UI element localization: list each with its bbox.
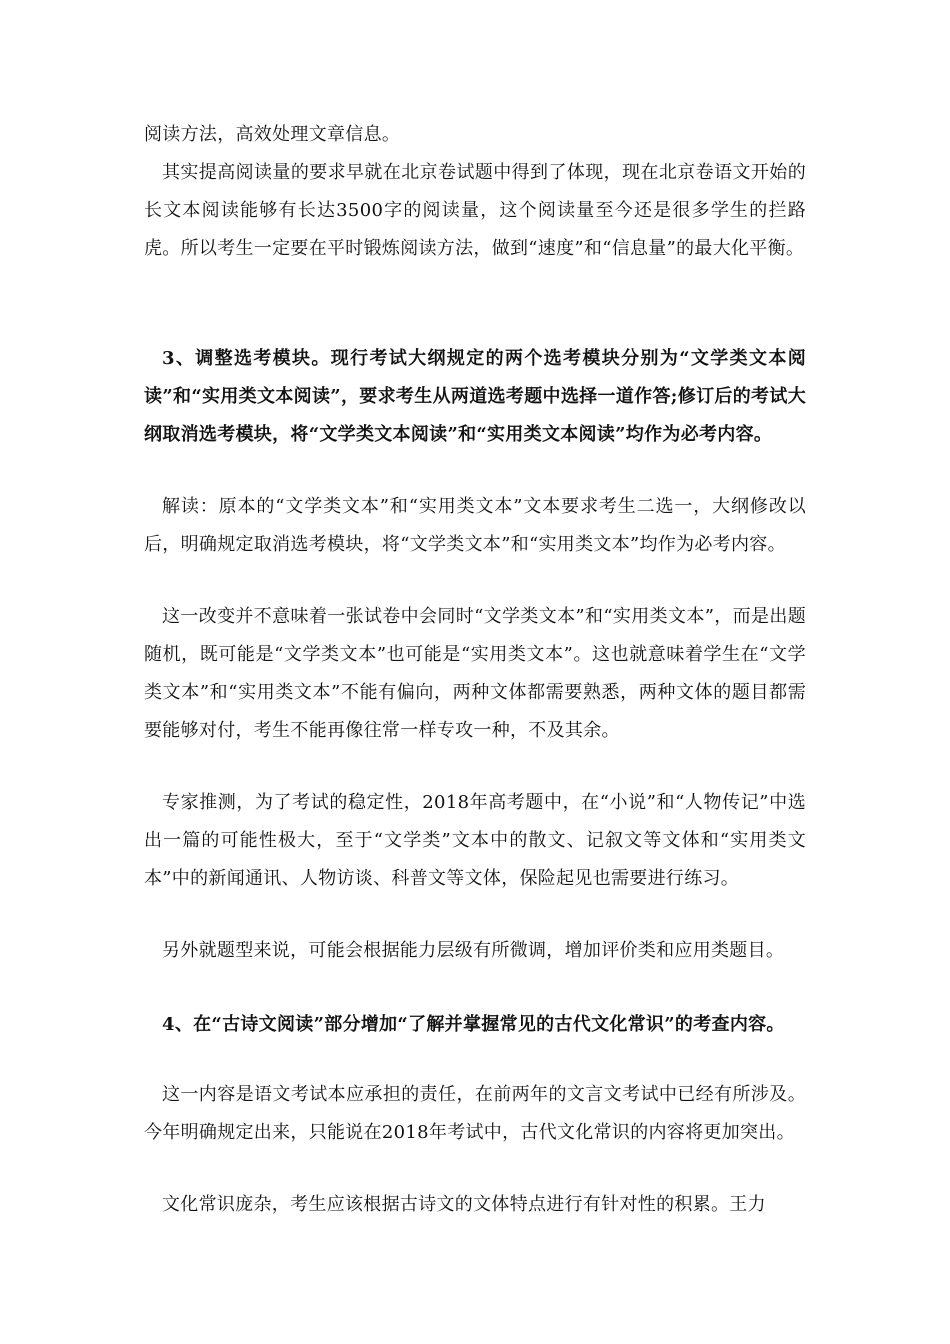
body-paragraph: 文化常识庞杂，考生应该根据古诗文的文体特点进行有针对性的积累。王力 xyxy=(162,1194,766,1215)
paragraph-question-types xyxy=(144,932,806,970)
paragraph-expert-forecast xyxy=(144,784,806,898)
heading-paragraph: 3、调整选考模块。现行考试大纲规定的两个选考模块分别为“文学类文本阅读”和“实用类文本阅读”，要求考生从两道选考题中选择一道作答;修订后的考试大纲取消选考模块，将“文学类文本阅读”和“实用类文本阅读”均作为必考内容。 xyxy=(144,348,806,445)
body-paragraph: 专家推测，为了考试的稳定性，2018年高考题中，在“小说”和“人物传记”中选出一篇的可能性极大，至于“文学类”文本中的散文、记叙文等文体和“实用类文本”中的新闻通讯、人物访谈、科普文等文体，保险起见也需要进行练习。 xyxy=(144,792,806,889)
paragraph-cultural-knowledge xyxy=(144,1186,806,1224)
body-paragraph: 这一改变并不意味着一张试卷中会同时“文学类文本”和“实用类文本”，而是出题随机，既可能是“文学类文本”也可能是“实用类文本”。这也就意味着学生在“文学类文本”和“实用类文本”不能有偏向，两种文体都需要熟悉，两种文体的题目都需要能够对付，考生不能再像往常一样专攻一种，不及其余。 xyxy=(144,606,806,741)
body-paragraph: 另外就题型来说，可能会根据能力层级有所微调，增加评价类和应用类题目。 xyxy=(162,940,785,961)
section-heading-3 xyxy=(144,340,806,454)
body-paragraph: 其实提高阅读量的要求早就在北京卷试题中得到了体现，现在北京卷语文开始的长文本阅读能够有长达3500字的阅读量，这个阅读量至今还是很多学生的拦路虎。所以考生一定要在平时锻炼阅读方法，做到“速度”和“信息量”的最大化平衡。 xyxy=(144,162,806,259)
paragraph-change-meaning xyxy=(144,598,806,750)
paragraph-interpretation xyxy=(144,488,806,564)
heading-paragraph: 4、在“古诗文阅读”部分增加“了解并掌握常见的古代文化常识”的考查内容。 xyxy=(162,1014,785,1035)
paragraph-reading-volume xyxy=(144,154,806,268)
body-paragraph: 解读：原本的“文学类文本”和“实用类文本”文本要求考生二选一，大纲修改以后，明确规定取消选考模块，将“文学类文本”和“实用类文本”均作为必考内容。 xyxy=(144,496,806,555)
paragraph-continuation xyxy=(144,116,806,154)
paragraph-ancient-culture xyxy=(144,1076,806,1152)
section-heading-4 xyxy=(144,1006,806,1044)
body-paragraph: 阅读方法，高效处理文章信息。 xyxy=(144,124,401,145)
body-paragraph: 这一内容是语文考试本应承担的责任，在前两年的文言文考试中已经有所涉及。今年明确规定出来，只能说在2018年考试中，古代文化常识的内容将更加突出。 xyxy=(144,1084,806,1143)
